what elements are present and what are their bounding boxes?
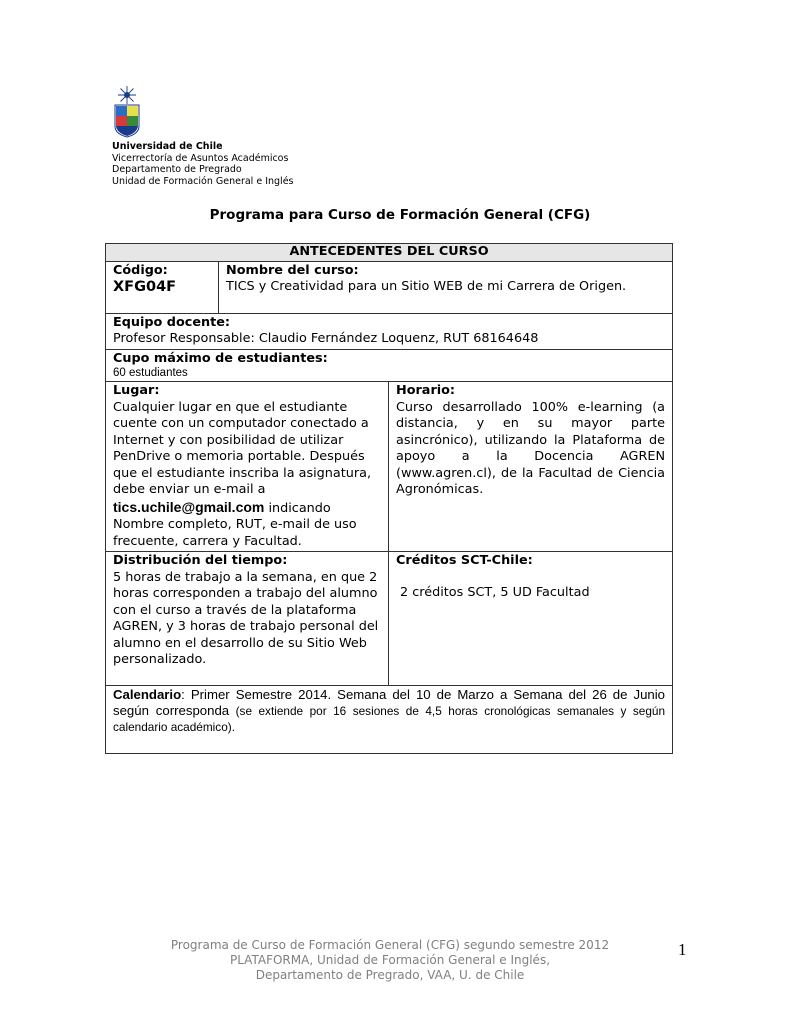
calendario-note: (se extiende por 16 sesiones de 4,5 horas cronológicas semanales y según calendario académico). bbox=[113, 704, 666, 734]
page-footer bbox=[160, 938, 620, 983]
document-title: Programa para Curso de Formación General (CFG) bbox=[209, 207, 591, 223]
creditos-label: Créditos SCT-Chile: bbox=[396, 553, 533, 568]
lugar-cell bbox=[106, 382, 389, 552]
distribucion-value: 5 horas de trabajo a la semana, en que 2 horas corresponden a trabajo del alumno con el curso a través de la plataforma AGREN, y 3 horas de trabajo personal del alumno en el desarrollo de su Sitio Web personalizado. bbox=[113, 569, 379, 667]
creditos-cell bbox=[389, 552, 673, 686]
table-header: ANTECEDENTES DEL CURSO bbox=[106, 244, 673, 262]
lugar-text-2: indicando Nombre completo, RUT, e-mail de uso frecuente, carrera y Facultad. bbox=[113, 500, 357, 549]
horario-cell bbox=[389, 382, 673, 552]
institution-departamento: Departamento de Pregrado bbox=[112, 164, 242, 175]
nombre-value: TICS y Creatividad para un Sitio WEB de mi Carrera de Origen. bbox=[226, 279, 627, 294]
email-link[interactable]: tics.uchile@gmail.com bbox=[113, 498, 265, 515]
page-number: 1 bbox=[678, 940, 687, 959]
calendario-cell bbox=[106, 686, 673, 754]
lugar-label: Lugar: bbox=[113, 383, 160, 398]
equipo-cell bbox=[106, 313, 673, 349]
equipo-label: Equipo docente: bbox=[113, 314, 231, 330]
institution-name: Universidad de Chile bbox=[112, 141, 223, 152]
codigo-label: Código: bbox=[113, 262, 168, 278]
cupo-cell bbox=[106, 349, 673, 382]
horario-label: Horario: bbox=[396, 383, 456, 398]
institution-vicerrectoria: Vicerrectoría de Asuntos Académicos bbox=[112, 152, 289, 164]
distribucion-label: Distribución del tiempo: bbox=[113, 553, 288, 568]
creditos-value: 2 créditos SCT, 5 UD Facultad bbox=[400, 584, 590, 600]
nombre-cell bbox=[219, 261, 673, 313]
nombre-label: Nombre del curso: bbox=[226, 262, 359, 278]
calendario-text: : Primer Semestre 2014. Semana del 10 de Marzo a Semana del 26 de Junio según corresponda bbox=[113, 687, 666, 718]
lugar-text: Cualquier lugar en que el estudiante cuente con un computador conectado a Internet y con posibilidad de utilizar PenDrive o memoria portable. Después que el estudiante inscriba la asignatura, debe enviar un e-mail a bbox=[113, 399, 372, 497]
calendario-label: Calendario bbox=[113, 687, 182, 702]
footer-line-1: Programa de Curso de Formación General (CFG) segundo semestre 2012 bbox=[170, 938, 610, 952]
codigo-value: XFG04F bbox=[113, 279, 177, 295]
footer-line-2: PLATAFORMA, Unidad de Formación General e Inglés, bbox=[229, 953, 551, 967]
course-info-table bbox=[105, 243, 673, 754]
distribucion-cell bbox=[106, 552, 389, 686]
institution-block bbox=[112, 141, 294, 187]
lugar-value bbox=[113, 400, 381, 551]
equipo-value: Profesor Responsable: Claudio Fernández Loquenz, RUT 68164648 bbox=[113, 331, 539, 346]
horario-value: Curso desarrollado 100% e-learning (a distancia, y en su mayor parte asincrónico), utilizando la Plataforma de apoyo a la Docencia AGREN (www.agren.cl), de la Facultad de Ciencia Agronómicas. bbox=[396, 399, 666, 497]
cupo-value: 60 estudiantes bbox=[113, 367, 188, 379]
institution-unidad: Unidad de Formación General e Inglés bbox=[112, 175, 294, 187]
footer-line-3: Departamento de Pregrado, VAA, U. de Chile bbox=[255, 968, 525, 982]
university-logo bbox=[112, 86, 142, 138]
codigo-cell bbox=[106, 261, 219, 313]
cupo-label: Cupo máximo de estudiantes: bbox=[113, 350, 328, 366]
